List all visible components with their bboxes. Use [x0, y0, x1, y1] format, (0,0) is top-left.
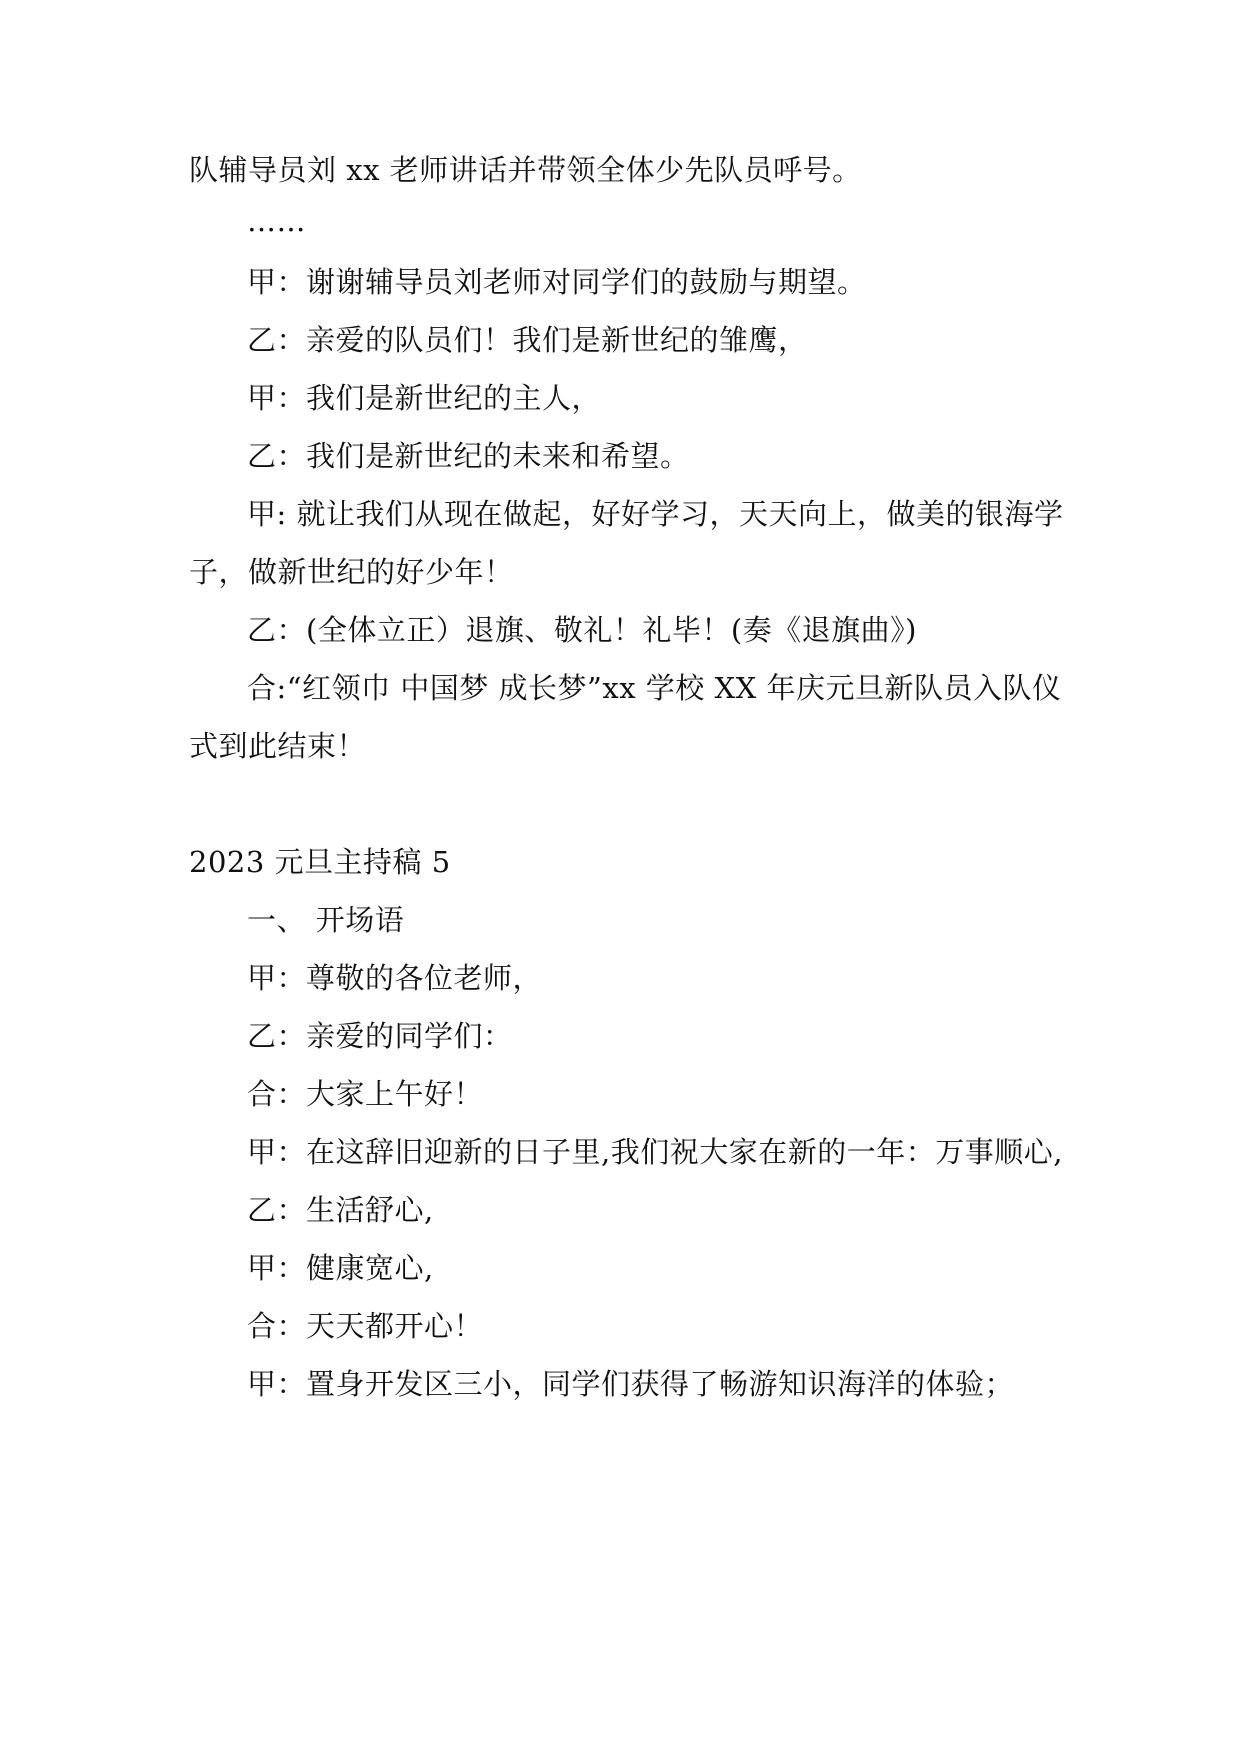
dialogue-line-continued: 式到此结束！: [189, 729, 367, 763]
dialogue-line: 甲：尊敬的各位老师，: [247, 961, 543, 995]
dialogue-line: 甲：置身开发区三小，同学们获得了畅游知识海洋的体验；: [247, 1367, 1015, 1401]
dialogue-line: 合：天天都开心！: [247, 1309, 484, 1343]
paragraph-line: 队辅导员刘 xx 老师讲话并带领全体少先队员呼号。: [189, 153, 862, 187]
section-heading: 2023 元旦主持稿 5: [189, 845, 451, 879]
dialogue-line: 乙：亲爱的队员们！我们是新世纪的雏鹰，: [247, 323, 808, 357]
dialogue-line: 合:“红领巾 中国梦 成长梦”xx 学校 XX 年庆元旦新队员入队仪: [247, 671, 1062, 705]
dialogue-line: 乙：亲爱的同学们：: [247, 1019, 513, 1053]
dialogue-line: 乙：我们是新世纪的未来和希望。: [247, 439, 690, 473]
dialogue-line: 合：大家上午好！: [247, 1077, 484, 1111]
dialogue-line: 甲：我们是新世纪的主人，: [247, 381, 602, 415]
dialogue-line: 乙：(全体立正）退旗、敬礼！礼毕！(奏《退旗曲》): [247, 613, 917, 647]
subsection-heading: 一、 开场语: [247, 903, 405, 937]
ellipsis-line: ……: [247, 204, 306, 238]
dialogue-line-continued: 子，做新世纪的好少年！: [189, 555, 514, 589]
dialogue-line: 甲：谢谢辅导员刘老师对同学们的鼓励与期望。: [247, 265, 867, 299]
dialogue-line: 乙：生活舒心,: [247, 1193, 434, 1227]
dialogue-line: 甲: 就让我们从现在做起，好好学习，天天向上，做美的银海学: [247, 497, 1064, 531]
dialogue-line: 甲：在这辞旧迎新的日子里,我们祝大家在新的一年：万事顺心,: [247, 1135, 1063, 1169]
dialogue-line: 甲：健康宽心,: [247, 1251, 434, 1285]
